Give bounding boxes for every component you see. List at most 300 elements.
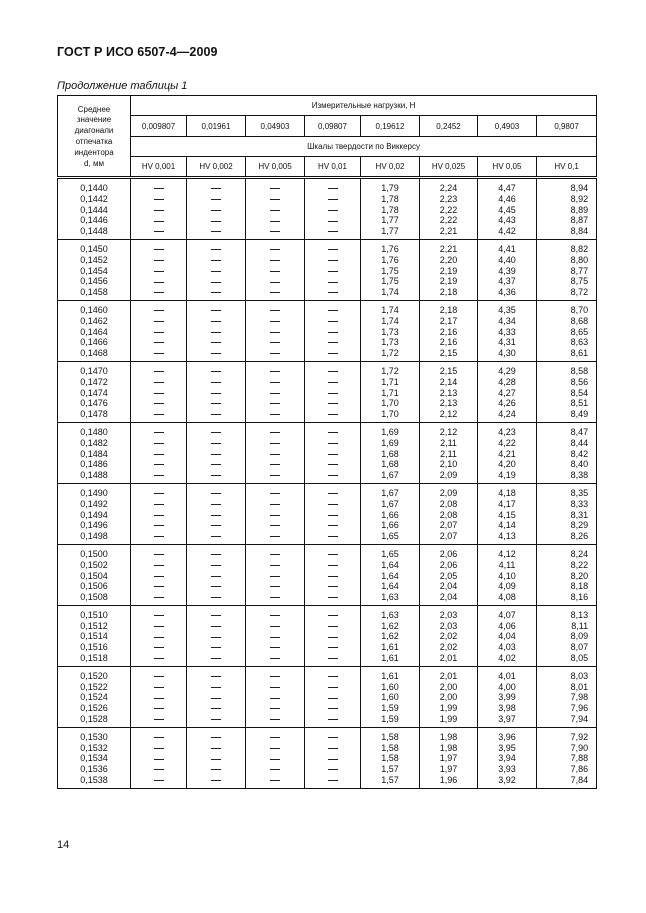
- hv0025-value: 2,20: [439, 254, 458, 265]
- hv005-value: 4,34: [498, 315, 516, 326]
- hv01-value: 8,87: [570, 215, 589, 226]
- dash-cell: [187, 727, 246, 788]
- hv0025-cell: [420, 666, 478, 727]
- dash-glyph: [154, 597, 164, 598]
- table-caption: Продолжение таблицы 1: [57, 80, 188, 92]
- dash-glyph: [154, 282, 164, 283]
- dash-value: [246, 438, 304, 449]
- dash-value: [246, 205, 304, 216]
- dash-glyph: [211, 515, 221, 516]
- dash-cell: [131, 361, 187, 422]
- table-row: [58, 300, 597, 361]
- dash-glyph: [154, 687, 164, 688]
- hv002-cell: [361, 483, 420, 544]
- dash-glyph: [154, 504, 164, 505]
- dash-glyph: [154, 615, 164, 616]
- hv002-value: 1,73: [381, 326, 399, 337]
- dash-value: [187, 775, 245, 786]
- dash-glyph: [211, 676, 221, 677]
- dash-value: [305, 449, 360, 460]
- dash-glyph: [328, 565, 338, 566]
- dash-value: [187, 581, 245, 592]
- dash-value: [187, 499, 245, 510]
- dash-glyph: [211, 615, 221, 616]
- dash-cell: [305, 605, 361, 666]
- dash-cell: [305, 422, 361, 483]
- hv01-value: 8,31: [570, 509, 589, 520]
- dash-cell: [246, 361, 305, 422]
- hv002-value: 1,72: [381, 348, 399, 359]
- dash-value: [305, 631, 360, 642]
- hv01-value: 8,09: [570, 631, 589, 642]
- header-line: диагонали: [74, 126, 114, 136]
- dash-glyph: [270, 536, 280, 537]
- hv0025-value: 2,00: [439, 692, 458, 703]
- hv01-cell: [537, 483, 597, 544]
- page-number: 14: [57, 839, 70, 851]
- dash-value: [305, 470, 360, 481]
- hv0025-value: 2,07: [439, 531, 458, 542]
- hv0025-value: 1,99: [439, 714, 458, 725]
- dash-glyph: [270, 249, 280, 250]
- hv002-value: 1,57: [381, 764, 399, 775]
- dash-value: [305, 255, 360, 266]
- dash-value: [305, 366, 360, 377]
- dash-value: [305, 194, 360, 205]
- hv005-value: 4,21: [498, 448, 516, 459]
- dash-value: [131, 287, 186, 298]
- dash-glyph: [154, 658, 164, 659]
- dash-glyph: [270, 292, 280, 293]
- table-row: [58, 483, 597, 544]
- diagonal-cell: [58, 727, 131, 788]
- dash-value: [131, 305, 186, 316]
- hv01-value: 8,42: [570, 448, 589, 459]
- dash-glyph: [154, 719, 164, 720]
- hv0025-value: 2,07: [439, 520, 458, 531]
- dash-value: [246, 692, 304, 703]
- dash-value: [131, 560, 186, 571]
- d-value: 0,1508: [80, 592, 108, 603]
- dash-value: [131, 631, 186, 642]
- d-value: 0,1532: [80, 742, 108, 753]
- dash-glyph: [154, 626, 164, 627]
- dash-value: [305, 183, 360, 194]
- dash-cell: [246, 666, 305, 727]
- dash-glyph: [270, 554, 280, 555]
- d-value: 0,1504: [80, 570, 108, 581]
- dash-value: [305, 459, 360, 470]
- hv005-value: 4,06: [498, 620, 516, 631]
- dash-glyph: [270, 464, 280, 465]
- hv01-value: 7,94: [570, 714, 589, 725]
- dash-value: [246, 287, 304, 298]
- hv005-value: 4,26: [498, 398, 516, 409]
- dash-value: [187, 348, 245, 359]
- table-row: [58, 666, 597, 727]
- hv01-value: 8,47: [570, 426, 589, 437]
- hv01-cell: [537, 544, 597, 605]
- dash-value: [187, 610, 245, 621]
- hv002-value: 1,58: [381, 753, 399, 764]
- hv005-value: 4,36: [498, 287, 516, 298]
- dash-value: [246, 682, 304, 693]
- dash-value: [131, 499, 186, 510]
- scale-label: HV 0,1: [537, 157, 597, 178]
- hv002-cell: [361, 361, 420, 422]
- d-value: 0,1488: [80, 470, 108, 481]
- dash-value: [187, 621, 245, 632]
- dash-glyph: [270, 493, 280, 494]
- hv01-cell: [537, 300, 597, 361]
- dash-value: [246, 337, 304, 348]
- dash-value: [305, 305, 360, 316]
- hv01-value: 7,90: [570, 742, 589, 753]
- dash-value: [187, 642, 245, 653]
- hv0025-value: 2,08: [439, 509, 458, 520]
- dash-glyph: [211, 554, 221, 555]
- d-value: 0,1460: [80, 304, 108, 315]
- dash-value: [305, 732, 360, 743]
- hv002-value: 1,58: [381, 731, 399, 742]
- dash-glyph: [328, 382, 338, 383]
- dash-value: [131, 520, 186, 531]
- dash-glyph: [328, 504, 338, 505]
- dash-value: [131, 653, 186, 664]
- dash-value: [305, 682, 360, 693]
- dash-value: [187, 743, 245, 754]
- dash-glyph: [328, 719, 338, 720]
- dash-value: [305, 287, 360, 298]
- hv01-value: 8,89: [570, 204, 589, 215]
- hv01-value: 8,26: [570, 531, 589, 542]
- dash-value: [246, 743, 304, 754]
- dash-glyph: [211, 260, 221, 261]
- dash-value: [305, 316, 360, 327]
- dash-value: [131, 581, 186, 592]
- hv005-value: 4,35: [498, 304, 516, 315]
- hv0025-value: 2,02: [439, 642, 458, 653]
- dash-glyph: [211, 576, 221, 577]
- scale-label: HV 0,01: [305, 157, 361, 178]
- hv0025-value: 1,98: [439, 742, 458, 753]
- hv002-value: 1,66: [381, 520, 399, 531]
- hv01-value: 8,22: [570, 559, 589, 570]
- dash-cell: [305, 666, 361, 727]
- dash-glyph: [211, 310, 221, 311]
- dash-glyph: [154, 432, 164, 433]
- hv01-value: 8,38: [570, 470, 589, 481]
- dash-value: [187, 531, 245, 542]
- d-value: 0,1442: [80, 193, 108, 204]
- dash-value: [305, 610, 360, 621]
- dash-value: [305, 642, 360, 653]
- hv005-cell: [478, 483, 537, 544]
- dash-value: [131, 226, 186, 237]
- dash-value: [305, 520, 360, 531]
- dash-value: [187, 377, 245, 388]
- dash-cell: [305, 300, 361, 361]
- dash-glyph: [328, 687, 338, 688]
- diagonal-cell: [58, 239, 131, 300]
- dash-cell: [246, 605, 305, 666]
- dash-value: [131, 377, 186, 388]
- dash-value: [131, 671, 186, 682]
- hv0025-value: 1,97: [439, 764, 458, 775]
- dash-cell: [131, 422, 187, 483]
- hv005-value: 4,13: [498, 531, 516, 542]
- dash-value: [187, 327, 245, 338]
- hv0025-value: 2,16: [439, 326, 458, 337]
- d-value: 0,1522: [80, 681, 108, 692]
- hv005-value: 4,18: [498, 487, 516, 498]
- dash-value: [305, 692, 360, 703]
- dash-cell: [187, 605, 246, 666]
- hv0025-value: 2,19: [439, 276, 458, 287]
- dash-glyph: [328, 310, 338, 311]
- hv002-value: 1,75: [381, 265, 399, 276]
- d-value: 0,1512: [80, 620, 108, 631]
- dash-glyph: [328, 597, 338, 598]
- table-row-group: [58, 422, 597, 483]
- dash-glyph: [211, 382, 221, 383]
- dash-glyph: [328, 536, 338, 537]
- table-row: [58, 727, 597, 788]
- dash-glyph: [328, 353, 338, 354]
- hv002-value: 1,67: [381, 498, 399, 509]
- dash-glyph: [211, 393, 221, 394]
- dash-glyph: [211, 536, 221, 537]
- dash-cell: [131, 727, 187, 788]
- dash-value: [246, 671, 304, 682]
- dash-glyph: [328, 342, 338, 343]
- dash-value: [131, 388, 186, 399]
- table-row: [58, 422, 597, 483]
- dash-value: [187, 549, 245, 560]
- dash-glyph: [154, 321, 164, 322]
- d-value: 0,1468: [80, 348, 108, 359]
- dash-glyph: [211, 443, 221, 444]
- dash-glyph: [154, 188, 164, 189]
- dash-glyph: [154, 698, 164, 699]
- scale-label: HV 0,025: [420, 157, 478, 178]
- table-row-group: [58, 178, 597, 240]
- hv0025-cell: [420, 544, 478, 605]
- dash-value: [187, 692, 245, 703]
- hv0025-value: 2,02: [439, 631, 458, 642]
- hv0025-value: 2,03: [439, 609, 458, 620]
- dash-glyph: [154, 393, 164, 394]
- d-value: 0,1466: [80, 337, 108, 348]
- dash-glyph: [154, 554, 164, 555]
- dash-value: [187, 571, 245, 582]
- dash-value: [246, 703, 304, 714]
- dash-value: [246, 488, 304, 499]
- dash-glyph: [270, 504, 280, 505]
- d-value: 0,1498: [80, 531, 108, 542]
- dash-glyph: [270, 403, 280, 404]
- dash-glyph: [211, 780, 221, 781]
- dash-glyph: [328, 188, 338, 189]
- d-value: 0,1444: [80, 204, 108, 215]
- hv0025-value: 2,16: [439, 337, 458, 348]
- dash-glyph: [211, 321, 221, 322]
- dash-glyph: [328, 210, 338, 211]
- dash-value: [246, 592, 304, 603]
- hv002-value: 1,75: [381, 276, 399, 287]
- dash-value: [131, 692, 186, 703]
- dash-value: [246, 470, 304, 481]
- d-value: 0,1458: [80, 287, 108, 298]
- hv005-value: 4,23: [498, 426, 516, 437]
- dash-glyph: [154, 493, 164, 494]
- dash-glyph: [270, 282, 280, 283]
- dash-cell: [246, 300, 305, 361]
- hv01-value: 8,35: [570, 487, 589, 498]
- dash-value: [305, 276, 360, 287]
- d-value: 0,1462: [80, 315, 108, 326]
- dash-value: [246, 327, 304, 338]
- header-line: индентора: [74, 147, 114, 157]
- load-value: 0,9807: [537, 116, 597, 137]
- hv0025-value: 2,18: [439, 304, 458, 315]
- dash-glyph: [328, 759, 338, 760]
- hv002-value: 1,57: [381, 775, 399, 786]
- d-value: 0,1516: [80, 642, 108, 653]
- dash-value: [246, 316, 304, 327]
- dash-glyph: [270, 221, 280, 222]
- hv005-value: 4,27: [498, 387, 516, 398]
- dash-glyph: [270, 260, 280, 261]
- d-value: 0,1502: [80, 559, 108, 570]
- hv0025-value: 2,01: [439, 670, 458, 681]
- dash-glyph: [154, 515, 164, 516]
- dash-value: [246, 581, 304, 592]
- hv0025-value: 1,98: [439, 731, 458, 742]
- hv002-value: 1,60: [381, 692, 399, 703]
- hv005-value: 3,94: [498, 753, 516, 764]
- hv002-value: 1,62: [381, 631, 399, 642]
- dash-glyph: [328, 199, 338, 200]
- hv0025-value: 2,14: [439, 376, 458, 387]
- dash-glyph: [211, 342, 221, 343]
- dash-glyph: [154, 647, 164, 648]
- hv0025-value: 2,21: [439, 243, 458, 254]
- dash-glyph: [270, 737, 280, 738]
- hv002-cell: [361, 239, 420, 300]
- d-value: 0,1526: [80, 703, 108, 714]
- hv005-value: 3,98: [498, 703, 516, 714]
- dash-glyph: [211, 647, 221, 648]
- hv005-value: 4,11: [498, 559, 516, 570]
- dash-value: [305, 327, 360, 338]
- dash-value: [187, 183, 245, 194]
- dash-cell: [305, 483, 361, 544]
- dash-value: [131, 266, 186, 277]
- load-value: 0,04903: [246, 116, 305, 137]
- dash-value: [246, 531, 304, 542]
- hv0025-value: 1,99: [439, 703, 458, 714]
- dash-value: [187, 316, 245, 327]
- hv01-value: 8,24: [570, 548, 589, 559]
- diagonal-cell: [58, 605, 131, 666]
- dash-glyph: [270, 647, 280, 648]
- hv0025-value: 2,03: [439, 620, 458, 631]
- hv005-value: 3,92: [498, 775, 516, 786]
- dash-value: [246, 753, 304, 764]
- hv0025-value: 2,19: [439, 265, 458, 276]
- dash-glyph: [270, 759, 280, 760]
- dash-value: [246, 714, 304, 725]
- dash-glyph: [154, 403, 164, 404]
- dash-value: [305, 571, 360, 582]
- diagonal-cell: [58, 422, 131, 483]
- dash-value: [187, 366, 245, 377]
- dash-value: [246, 276, 304, 287]
- dash-glyph: [270, 576, 280, 577]
- dash-glyph: [270, 342, 280, 343]
- dash-glyph: [270, 371, 280, 372]
- dash-value: [187, 520, 245, 531]
- dash-cell: [305, 361, 361, 422]
- hv0025-value: 2,12: [439, 409, 458, 420]
- hv0025-cell: [420, 178, 478, 240]
- hv002-value: 1,77: [381, 215, 399, 226]
- dash-value: [246, 194, 304, 205]
- dash-value: [131, 621, 186, 632]
- dash-value: [246, 571, 304, 582]
- hv0025-value: 2,12: [439, 426, 458, 437]
- dash-value: [305, 215, 360, 226]
- hv002-value: 1,74: [381, 287, 399, 298]
- dash-glyph: [154, 708, 164, 709]
- d-value: 0,1492: [80, 498, 108, 509]
- dash-glyph: [270, 658, 280, 659]
- hv005-value: 4,07: [498, 609, 516, 620]
- dash-glyph: [154, 576, 164, 577]
- scale-label: HV 0,005: [246, 157, 305, 178]
- hv01-value: 8,44: [570, 437, 589, 448]
- header-line: Среднее: [77, 104, 111, 114]
- table-row: [58, 544, 597, 605]
- d-value: 0,1470: [80, 365, 108, 376]
- hv005-value: 4,08: [498, 592, 516, 603]
- dash-glyph: [211, 231, 221, 232]
- hv01-value: 8,11: [571, 620, 589, 631]
- dash-value: [187, 753, 245, 764]
- dash-cell: [187, 483, 246, 544]
- d-value: 0,1490: [80, 487, 108, 498]
- dash-glyph: [154, 525, 164, 526]
- dash-glyph: [328, 332, 338, 333]
- hv005-value: 4,04: [498, 631, 516, 642]
- dash-value: [187, 592, 245, 603]
- dash-value: [305, 775, 360, 786]
- dash-value: [187, 287, 245, 298]
- hv005-cell: [478, 361, 537, 422]
- dash-value: [131, 337, 186, 348]
- hv005-value: 4,20: [498, 459, 516, 470]
- dash-value: [131, 775, 186, 786]
- dash-cell: [246, 422, 305, 483]
- d-value: 0,1446: [80, 215, 108, 226]
- dash-value: [131, 366, 186, 377]
- hv005-value: 4,00: [498, 681, 516, 692]
- dash-glyph: [328, 282, 338, 283]
- d-value: 0,1464: [80, 326, 108, 337]
- dash-glyph: [154, 414, 164, 415]
- dash-glyph: [270, 515, 280, 516]
